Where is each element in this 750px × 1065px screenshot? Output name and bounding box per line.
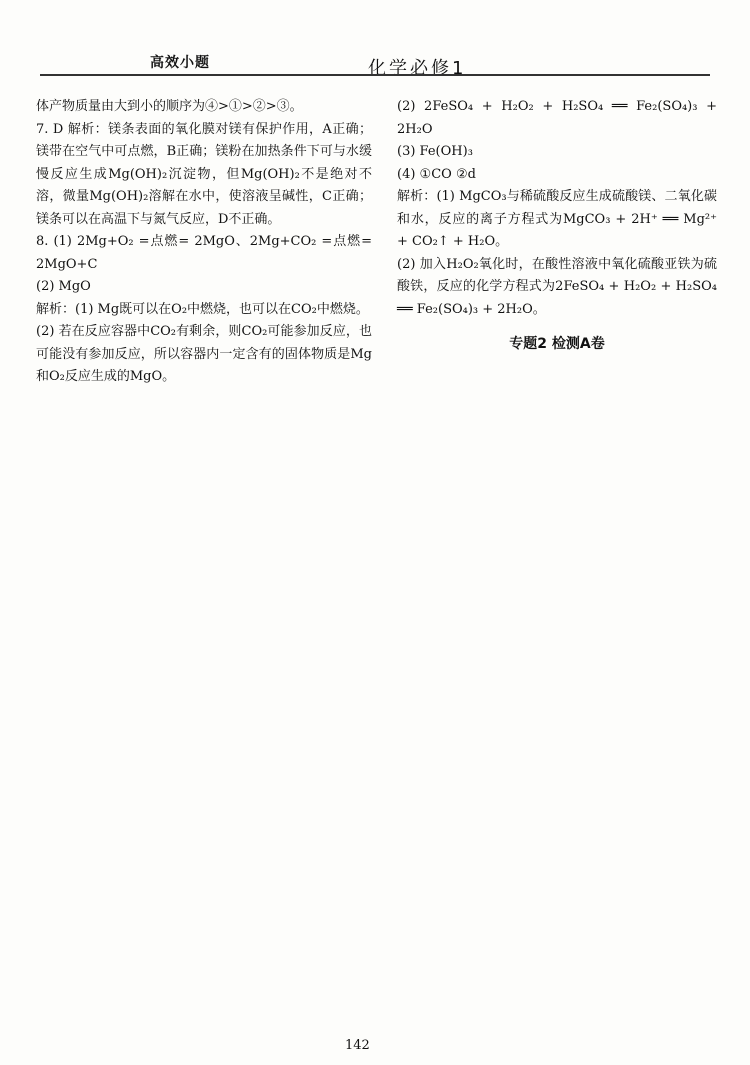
paragraph: 7. D 解析：镁条表面的氧化膜对镁有保护作用，A正确；镁带在空气中可点燃，B正确；镁粉在加热条件下可与水缓慢反应生成Mg(OH)₂沉淀物，但Mg(OH)₂不是绝对不溶，微量Mg(OH)₂溶解在水中，使溶液呈碱性，C正确；镁条可以在高温下与氮气反应，D不正确。 bbox=[36, 121, 372, 227]
header-rule bbox=[40, 74, 710, 76]
series-name: 高效小题 bbox=[150, 55, 210, 71]
paragraph: 解析：(1) Mg既可以在O₂中燃烧，也可以在CO₂中燃烧。 bbox=[36, 301, 369, 317]
paragraph: 解析：(1) MgCO₃与稀硫酸反应生成硫酸镁、二氧化碳和水，反应的离子方程式为MgCO₃ + 2H⁺ ══ Mg²⁺ + CO₂↑ + H₂O。 bbox=[397, 189, 717, 249]
paragraph: (3) Fe(OH)₃ bbox=[397, 144, 473, 159]
section-title: 专题2 检测A卷 bbox=[509, 336, 605, 352]
paragraph: (2) 加入H₂O₂氧化时，在酸性溶液中氧化硫酸亚铁为硫酸铁，反应的化学方程式为2FeSO₄ + H₂O₂ + H₂SO₄ ══ Fe₂(SO₄)₃ + 2H₂O。 bbox=[397, 256, 717, 317]
paragraph: (2) 2FeSO₄ + H₂O₂ + H₂SO₄ ══ Fe₂(SO₄)₃ + 2H₂O bbox=[397, 99, 717, 137]
paragraph: 8. (1) 2Mg+O₂ =点燃= 2MgO、2Mg+CO₂ =点燃= 2MgO+C bbox=[36, 234, 372, 272]
left-column bbox=[36, 96, 372, 389]
paragraph: (4) ①CO ②d bbox=[397, 166, 476, 182]
paragraph: (2) MgO bbox=[36, 279, 91, 294]
page-number: 142 bbox=[345, 1038, 370, 1053]
book-title: 化学必修1 bbox=[368, 58, 467, 79]
paragraph: (2) 若在反应容器中CO₂有剩余，则CO₂可能参加反应，也可能没有参加反应，所以容器内一定含有的固体物质是Mg和O₂反应生成的MgO。 bbox=[36, 324, 372, 384]
paragraph: 体产物质量由大到小的顺序为④>①>②>③。 bbox=[36, 99, 303, 114]
page-header bbox=[40, 44, 710, 88]
right-column bbox=[397, 96, 717, 368]
